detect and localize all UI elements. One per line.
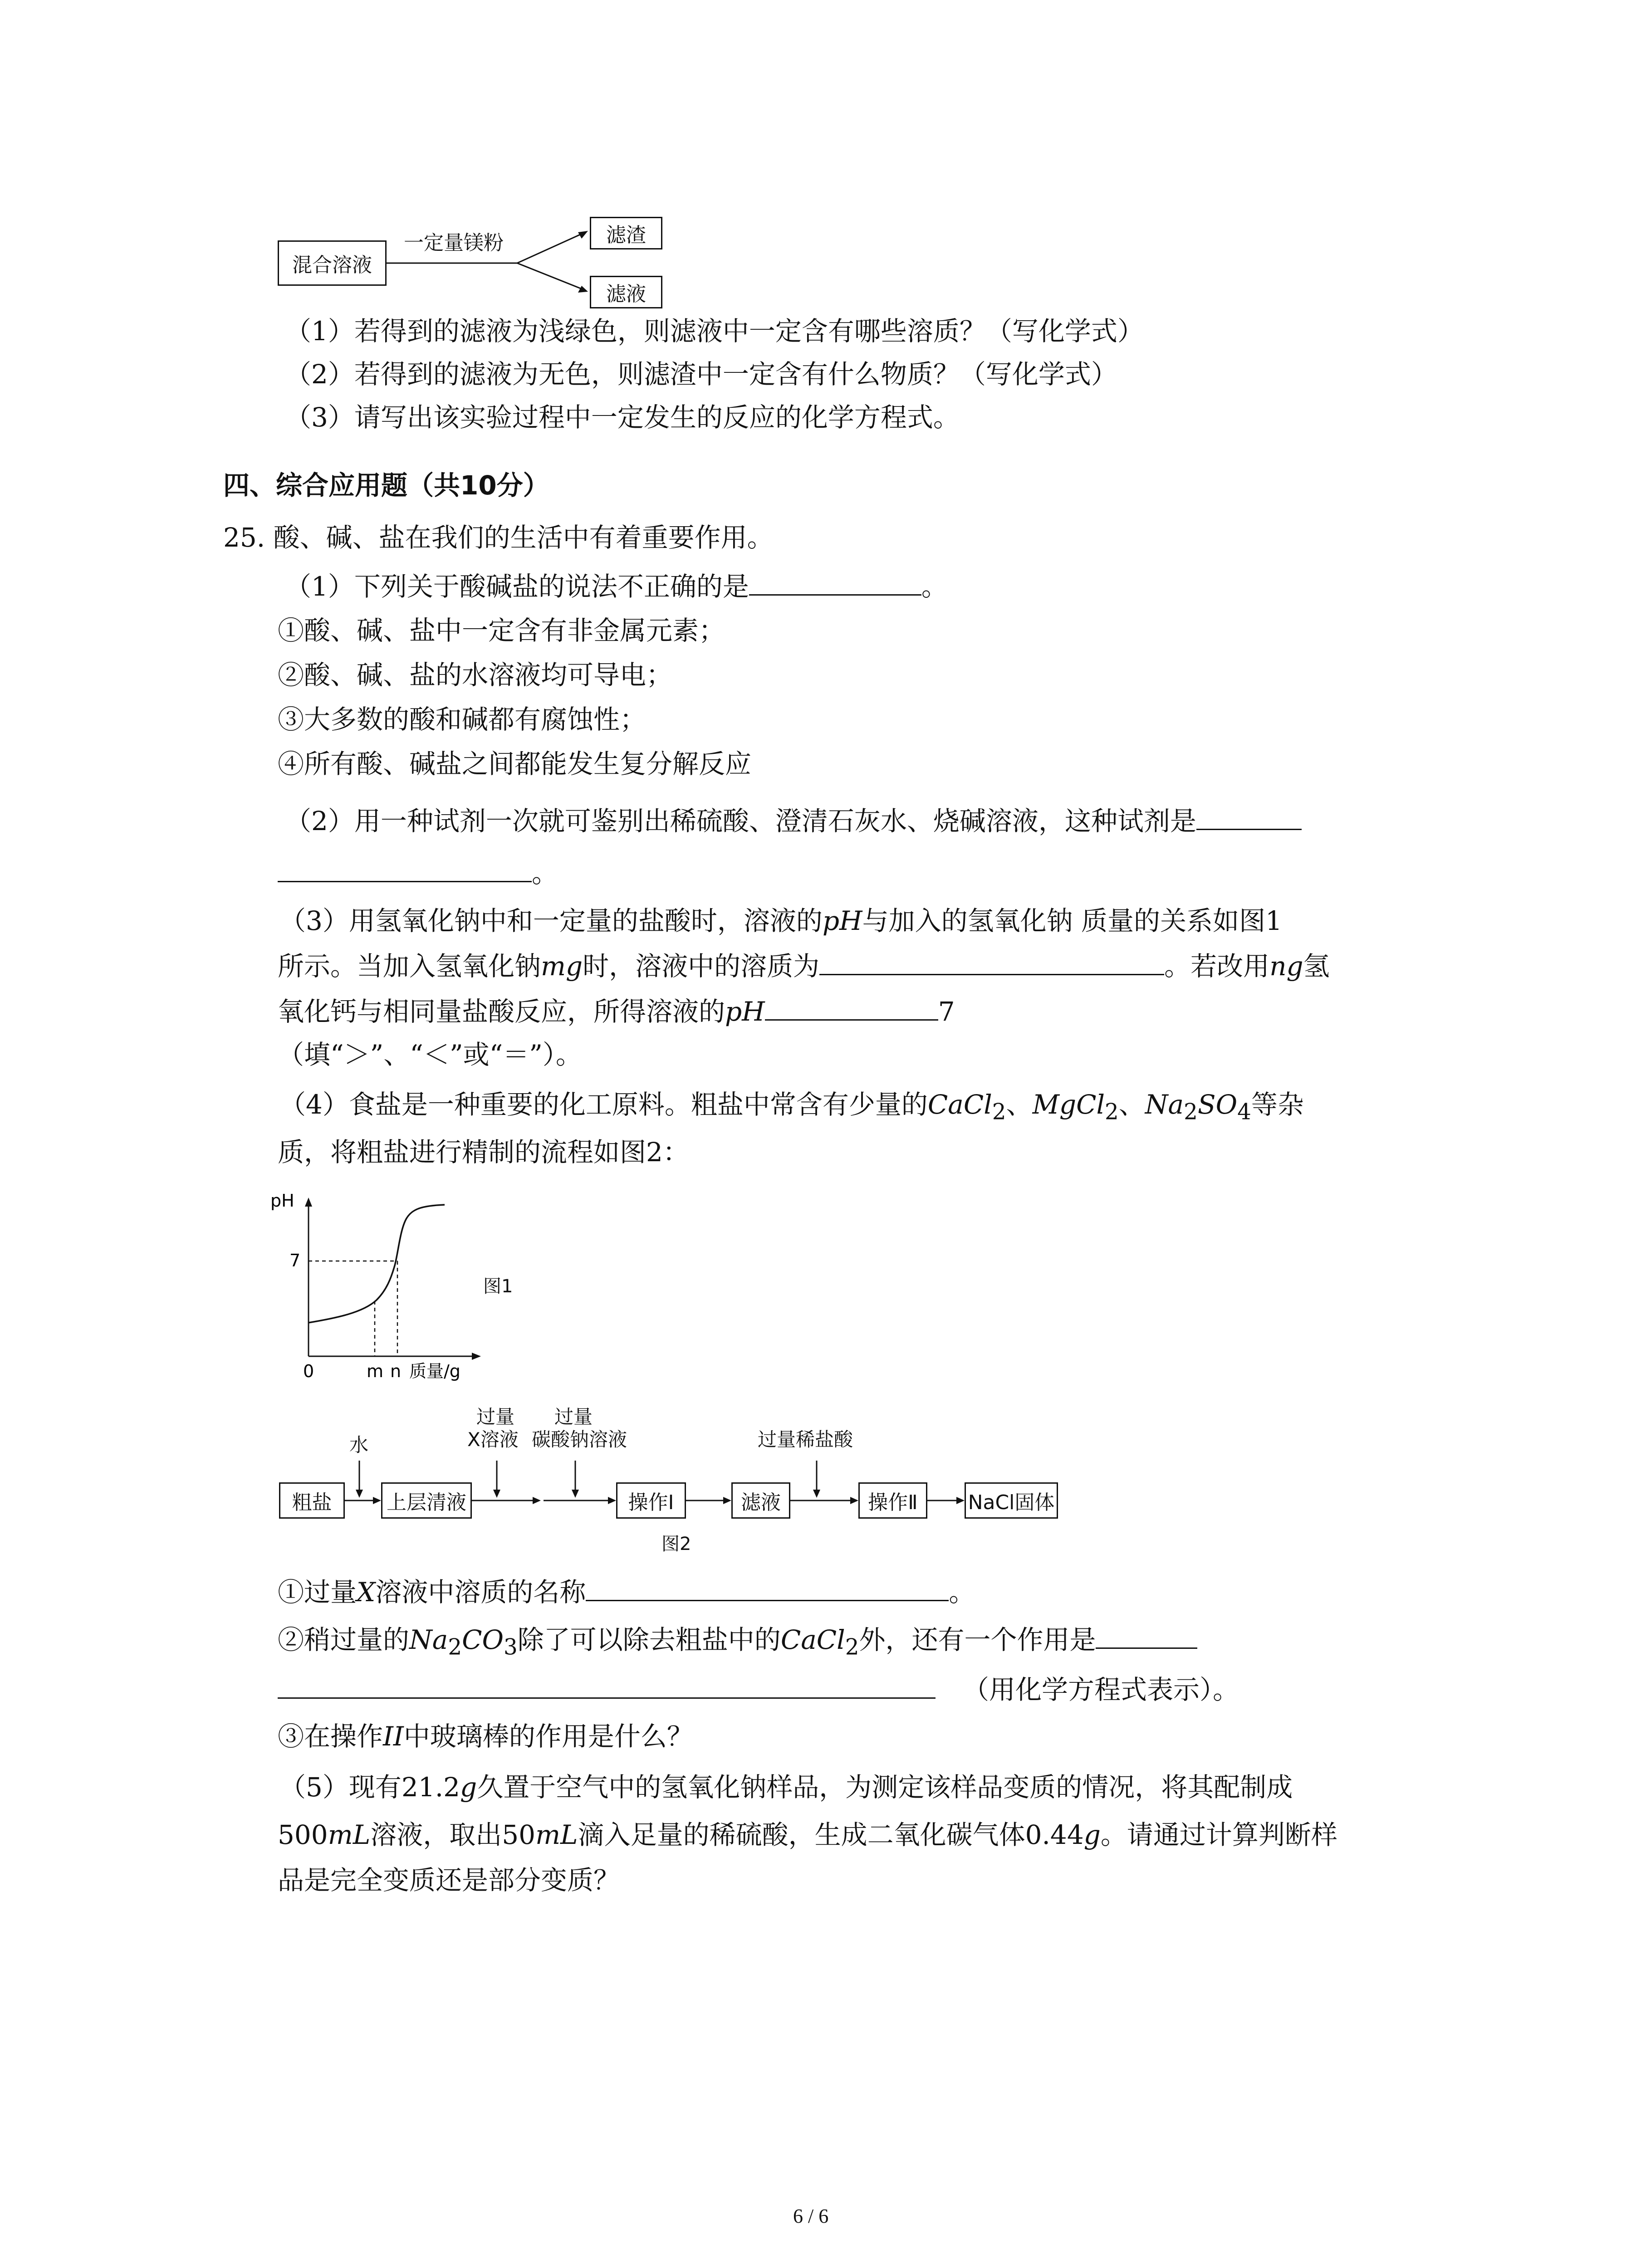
- nacl-solid-box: NaCl固体: [965, 1482, 1058, 1519]
- answer-blank[interactable]: [1096, 1619, 1197, 1649]
- q25-part2: （2）用一种试剂一次就可鉴别出稀硫酸、澄清石灰水、烧碱溶液，这种试剂是: [285, 801, 1302, 839]
- crude-salt-box: 粗盐: [279, 1482, 345, 1519]
- sodium-carbonate-label: 碳酸钠溶液: [532, 1428, 627, 1451]
- figure-2-caption: 图2: [661, 1534, 691, 1554]
- q25-option-1: ①酸、碱、盐中一定含有非金属元素；: [278, 615, 725, 646]
- q24-part3: （3）请写出该实验过程中一定发生的反应的化学方程式。: [285, 402, 960, 433]
- q25-step2: ②稍过量的$Na_2CO_3$除了可以除去粗盐中的CaCl$_2$外，还有一个作用是: [278, 1619, 1197, 1666]
- x-axis-label: 质量/g: [409, 1361, 460, 1381]
- q25-part4-line1: （4）食盐是一种重要的化工原料。粗盐中常含有少量的CaCl$_2$、MgCl$_2$、$Na_2SO_4$等杂: [279, 1089, 1304, 1125]
- q25-part5-line2: 500mL溶液，取出50mL滴入足量的稀硫酸，生成二氧化碳气体0.44g。请通过计算判断样: [278, 1819, 1337, 1850]
- q25-step2-cont: （用化学方程式表示）。: [278, 1669, 1239, 1708]
- y-axis-label: pH: [270, 1193, 294, 1211]
- origin-label: 0: [303, 1361, 314, 1381]
- mix-solution-box: 混合溶液: [278, 240, 387, 286]
- section-heading: 四、综合应用题（共10分）: [223, 470, 549, 501]
- filtrate-box-2: 滤液: [731, 1482, 790, 1519]
- reagent-label: 一定量镁粉: [404, 231, 504, 254]
- x-tick-m: m: [367, 1361, 384, 1381]
- page-number: 6 / 6: [793, 2205, 829, 2227]
- y-tick-7: 7: [289, 1251, 301, 1271]
- q25-step3: ③在操作II中玻璃棒的作用是什么？: [278, 1721, 693, 1752]
- residue-box: 滤渣: [590, 217, 662, 249]
- q25-part3-line3: 氧化钙与相同量盐酸反应，所得溶液的pH 7: [278, 991, 955, 1030]
- q24-part1: （1）若得到的滤液为浅绿色，则滤液中一定含有哪些溶质？（写化学式）: [285, 316, 1144, 347]
- q25-stem: 25. 酸、碱、盐在我们的生活中有着重要作用。: [223, 522, 774, 553]
- water-label: 水: [349, 1434, 369, 1456]
- q25-part3-line4: （填“＞”、“＜”或“＝”）。: [278, 1039, 582, 1070]
- figure-1-caption: 图1: [483, 1276, 513, 1297]
- answer-blank[interactable]: [586, 1572, 949, 1601]
- operation-1-box: 操作Ⅰ: [616, 1482, 686, 1519]
- q25-part2-cont: 。: [278, 853, 558, 891]
- answer-blank[interactable]: [278, 1669, 936, 1699]
- q25-option-4: ④所有酸、碱盐之间都能发生复分解反应: [278, 748, 752, 779]
- q25-option-2: ②酸、碱、盐的水溶液均可导电；: [278, 660, 673, 690]
- q25-part4-line2: 质，将粗盐进行精制的流程如图2：: [278, 1137, 689, 1168]
- q25-part5-line3: 品是完全变质还是部分变质？: [278, 1865, 620, 1896]
- operation-2-box: 操作Ⅱ: [858, 1482, 927, 1519]
- q25-part5-line1: （5）现有21.2g久置于空气中的氢氧化钠样品，为测定该样品变质的情况，将其配制成: [279, 1772, 1293, 1803]
- x-tick-n: n: [390, 1361, 402, 1381]
- filtrate-box: 滤液: [590, 276, 662, 308]
- excess-label-2: 过量: [554, 1406, 593, 1428]
- q25-part1: （1）下列关于酸碱盐的说法不正确的是 。: [285, 566, 948, 605]
- supernatant-box: 上层清液: [381, 1482, 472, 1519]
- q25-part3-line2: 所示。当加入氢氧化钠mg时，溶液中的溶质为 。若改用ng氢: [278, 946, 1330, 984]
- excess-label-1: 过量: [476, 1406, 515, 1428]
- x-solution-label: X溶液: [467, 1428, 519, 1451]
- q25-option-3: ③大多数的酸和碱都有腐蚀性；: [278, 704, 647, 735]
- dilute-hcl-label: 过量稀盐酸: [758, 1428, 853, 1451]
- q24-part2: （2）若得到的滤液为无色，则滤渣中一定含有什么物质？（写化学式）: [285, 359, 1117, 390]
- q25-step1: ①过量X溶液中溶质的名称 。: [278, 1572, 975, 1610]
- q25-part3-line1: （3）用氢氧化钠中和一定量的盐酸时，溶液的pH与加入的氢氧化钠 质量的关系如图1: [279, 905, 1282, 936]
